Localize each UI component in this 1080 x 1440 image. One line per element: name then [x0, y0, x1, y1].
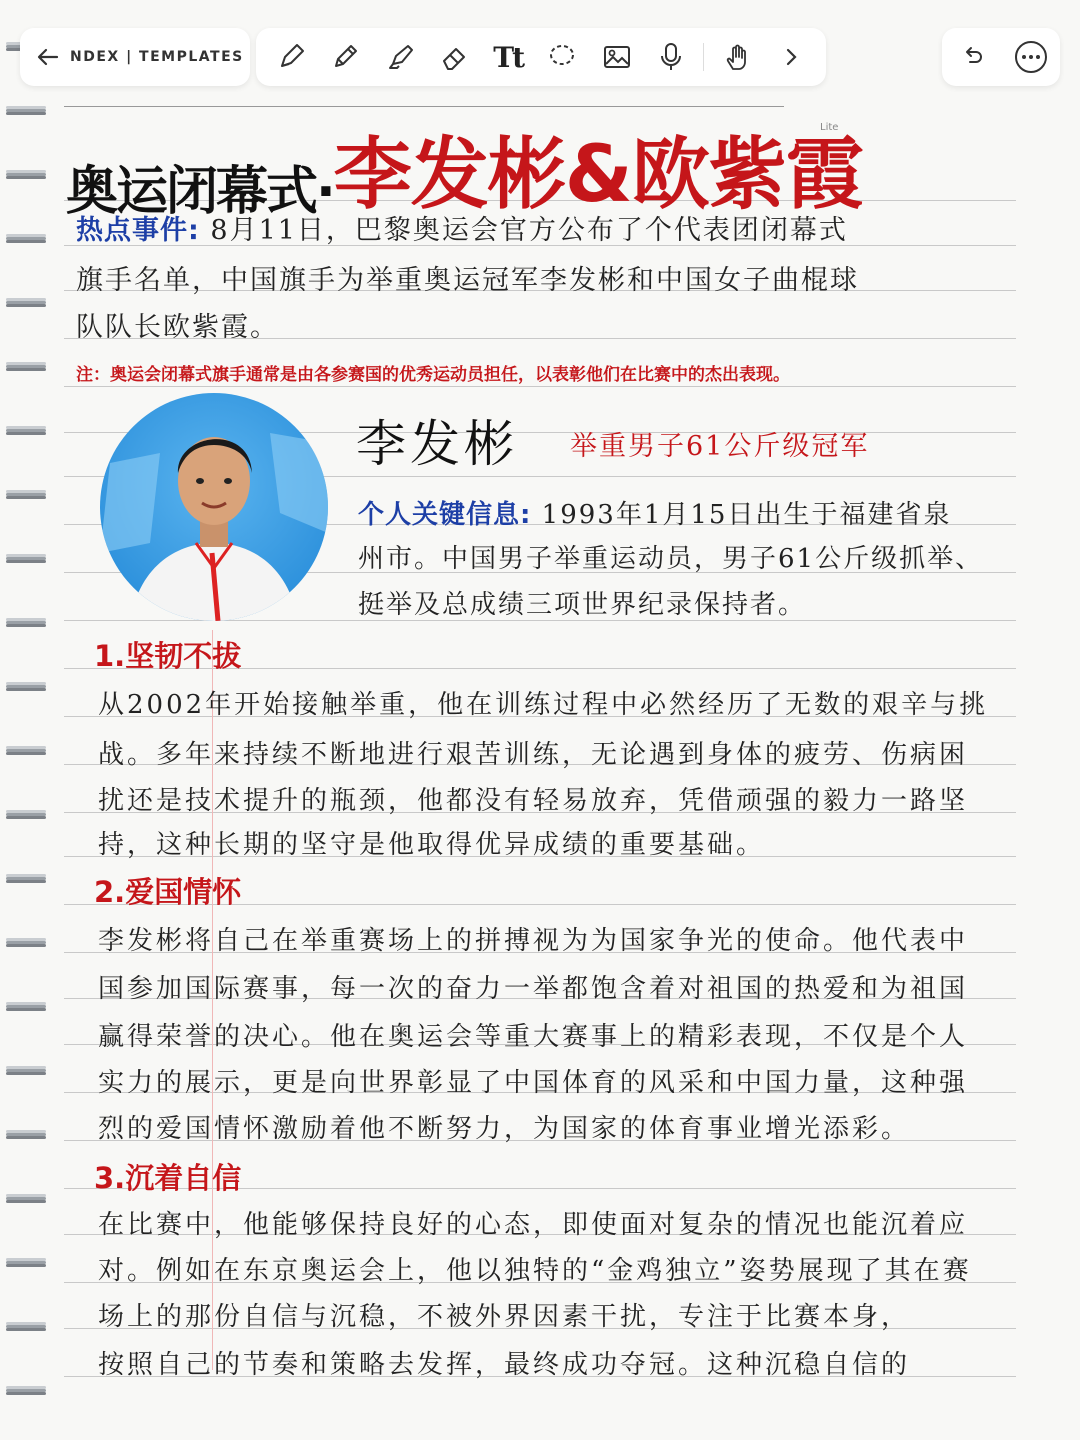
section-3-line: 按照自己的节奏和策略去发挥，最终成功夺冠。这种沉稳自信的: [98, 1350, 911, 1380]
spiral-ring: [6, 296, 46, 310]
spiral-ring: [6, 744, 46, 758]
pencil-icon: [329, 41, 361, 73]
breadcrumb[interactable]: NDEX | TEMPLATES: [70, 49, 244, 65]
spiral-ring: [6, 872, 46, 886]
spiral-ring: [6, 168, 46, 182]
spiral-ring: [6, 936, 46, 950]
pencil-tool-button[interactable]: [323, 35, 367, 79]
spiral-ring: [6, 1320, 46, 1334]
spiral-ring: [6, 1128, 46, 1142]
lasso-tool-button[interactable]: [540, 35, 584, 79]
hot-event-label: 热点事件:: [76, 215, 200, 246]
chevron-right-icon: [779, 45, 803, 69]
pen-tool-button[interactable]: [269, 35, 313, 79]
lasso-icon: [546, 41, 578, 73]
athlete-subtitle: 举重男子61公斤级冠军: [570, 431, 870, 462]
image-tool-button[interactable]: [595, 35, 639, 79]
spiral-ring: [6, 680, 46, 694]
section-1-line: 战。多年来持续不断地进行艰苦训练，无论遇到身体的疲劳、伤病困: [98, 740, 969, 770]
toolbar-separator: [703, 43, 704, 71]
highlighter-tool-button[interactable]: [378, 35, 422, 79]
spiral-ring: [6, 488, 46, 502]
footnote: 注：奥运会闭幕式旗手通常是由各参赛国的优秀运动员担任，以表彰他们在比赛中的杰出表现。: [76, 365, 790, 385]
more-tools-button[interactable]: [769, 35, 813, 79]
section-1-line: 持，这种长期的坚守是他取得优异成绩的重要基础。: [98, 830, 766, 860]
spiral-ring: [6, 104, 46, 118]
section-heading-3: 3.沉着自信: [94, 1161, 242, 1195]
info-label: 个人关键信息:: [358, 500, 532, 530]
undo-button[interactable]: [950, 35, 994, 79]
spiral-ring: [6, 232, 46, 246]
section-1-line: 从2002年开始接触举重，他在训练过程中必然经历了无数的艰辛与挑: [98, 690, 989, 720]
spiral-ring: [6, 1256, 46, 1270]
hot-event-line-1: [76, 208, 848, 247]
title-red: 李发彬&欧紫霞: [333, 130, 863, 220]
spiral-ring: [6, 424, 46, 438]
eraser-tool-button[interactable]: [432, 35, 476, 79]
spiral-ring: [6, 1384, 46, 1398]
spiral-ring: [6, 808, 46, 822]
spiral-ring: [6, 552, 46, 566]
section-2-line: 赢得荣誉的决心。他在奥运会等重大赛事上的精彩表现，不仅是个人: [98, 1022, 969, 1052]
highlighter-icon: [384, 41, 416, 73]
info-line-1: [358, 494, 951, 531]
section-3-line: 场上的那份自信与沉稳，不被外界因素干扰，专注于比赛本身，: [98, 1302, 911, 1332]
section-heading-1: 1.坚韧不拔: [94, 639, 242, 673]
pen-icon: [275, 41, 307, 73]
top-line: [64, 106, 784, 107]
eraser-icon: [438, 41, 470, 73]
section-2-line: 实力的展示，更是向世界彰显了中国体育的风采和中国力量，这种强: [98, 1068, 969, 1098]
action-toolbar: [942, 28, 1060, 86]
athlete-photo: [100, 393, 328, 621]
spiral-ring: [6, 616, 46, 630]
title-black: 奥运闭幕式·: [66, 162, 334, 222]
microphone-tool-button[interactable]: [649, 35, 693, 79]
spiral-ring: [6, 1000, 46, 1014]
nav-toolbar: [20, 28, 250, 86]
section-2-line: 李发彬将自己在举重赛场上的拼搏视为为国家争光的使命。他代表中: [98, 926, 969, 956]
text-tool-icon: Tt: [493, 40, 524, 74]
tiny-label: Lite: [820, 122, 839, 133]
drawing-toolbar: [256, 28, 826, 86]
hot-event-line-3: 队队长欧紫霞。: [76, 312, 279, 343]
arrow-left-icon: [35, 44, 61, 70]
spiral-ring: [6, 1064, 46, 1078]
hot-event-line-2: 旗手名单，中国旗手为举重奥运冠军李发彬和中国女子曲棍球: [76, 265, 859, 296]
image-icon: [601, 41, 633, 73]
microphone-icon: [655, 41, 687, 73]
athlete-name: 李发彬: [356, 415, 518, 473]
more-icon: [1014, 40, 1048, 74]
ruled-line: [64, 386, 1016, 387]
spiral-binding: [0, 0, 50, 1440]
info-line-2: 州市。中国男子举重运动员，男子61公斤级抓举、: [358, 544, 984, 574]
hot-event-text: 8月11日，巴黎奥运会官方公布了个代表团闭幕式: [199, 215, 848, 246]
section-1-line: 扰还是技术提升的瓶颈，他都没有轻易放弃，凭借顽强的毅力一路坚: [98, 786, 969, 816]
info-text: 1993年1月15日出生于福建省泉: [531, 500, 952, 530]
info-line-3: 挺举及总成绩三项世界纪录保持者。: [358, 590, 807, 620]
section-2-line: 国参加国际赛事，每一次的奋力一举都饱含着对祖国的热爱和为祖国: [98, 974, 969, 1004]
touch-tool-button[interactable]: [715, 35, 759, 79]
more-options-button[interactable]: [1009, 35, 1053, 79]
spiral-ring: [6, 1192, 46, 1206]
spiral-ring: [6, 360, 46, 374]
section-3-line: 对。例如在东京奥运会上，他以独特的“金鸡独立”姿势展现了其在赛: [98, 1256, 972, 1286]
section-heading-2: 2.爱国情怀: [94, 875, 242, 909]
undo-icon: [958, 43, 986, 71]
text-tool-button[interactable]: [486, 35, 530, 79]
section-2-line: 烈的爱国情怀激励着他不断努力，为国家的体育事业增光添彩。: [98, 1114, 911, 1144]
athlete-illustration: [100, 393, 328, 621]
hand-touch-icon: [721, 41, 753, 73]
back-button[interactable]: [26, 35, 70, 79]
section-3-line: 在比赛中，他能够保持良好的心态，即使面对复杂的情况也能沉着应: [98, 1210, 969, 1240]
